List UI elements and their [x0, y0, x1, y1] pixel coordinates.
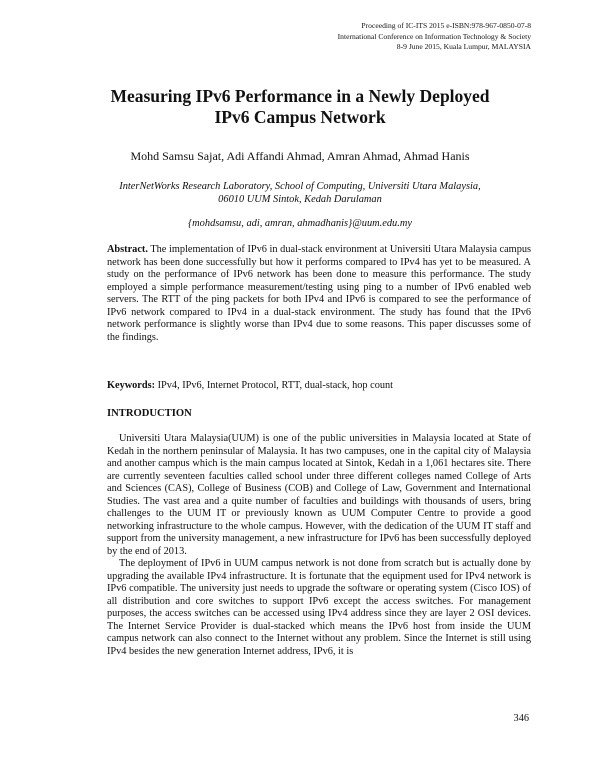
authors: Mohd Samsu Sajat, Adi Affandi Ahmad, Amran Ahmad, Ahmad Hanis: [130, 149, 470, 163]
affiliation-line-2: 06010 UUM Sintok, Kedah Darulaman: [218, 194, 382, 205]
section-heading-introduction: INTRODUCTION: [107, 408, 192, 419]
header-line-1: Proceeding of IC-ITS 2015 e-ISBN:978-967-0850-07-8: [361, 21, 531, 30]
affiliation: [110, 180, 490, 206]
header-line-3: 8-9 June 2015, Kuala Lumpur, MALAYSIA: [396, 42, 531, 51]
proceedings-header: [201, 21, 531, 53]
keywords-label: Keywords:: [107, 380, 156, 391]
header-line-2: International Conference on Information Technology & Society: [337, 31, 531, 41]
title-line-1: Measuring IPv6 Performance in a Newly Deployed: [110, 86, 490, 106]
author-emails: {mohdsamsu, adi, amran, ahmadhanis}@uum.edu.my: [188, 218, 412, 229]
paragraph: Universiti Utara Malaysia(UUM) is one of the public universities in Malaysia located at State of Kedah in the northern peninsular of Malaysia. It has two campuses, one in the capital city of Malaysia and another campus which is the main campus located at Sintok, Kedah in a 1,061 hectares site. There are currently seventeen faculties called school under three different colleges named College of Arts and Sciences (CAS), College of Business (COB) and College of Law, Government and International Studies. The vast area and a quite number of faculties and buildings with thousands of users, bring challenges to the UUM IT or previously known as UUM Computer Centre to provide a good networking infrastructure to the whole campus. However, with the dedication of the UUM IT staff and support from the university management, a new infrastructure for IPv6 has been successfully deployed by the end of 2013.: [107, 433, 531, 557]
affiliation-line-1: InterNetWorks Research Laboratory, School of Computing, Universiti Utara Malaysia,: [119, 181, 481, 192]
paragraph: The deployment of IPv6 in UUM campus network is not done from scratch but is actually done by upgrading the available IPv4 infrastructure. It is fortunate that the equipment used for IPv4 network is IPv6 compatible. The university just needs to upgrade the software or operating system (Cisco IOS) of all distribution and core switches to support IPv6 except the access switches. For management purposes, the access switches can be accessed using IPv4 address since they are layer 2 OSI devices. The Internet Service Provider is dual-stacked which means the IPv6 host from inside the UUM campus network can also connect to the Internet without any problem. Since the Internet is still using IPv4 besides the new generation Internet address, IPv6, it is: [107, 558, 531, 657]
abstract: [107, 244, 531, 344]
keywords: [107, 380, 531, 391]
abstract-label: Abstract.: [107, 244, 148, 255]
keywords-text: IPv4, IPv6, Internet Protocol, RTT, dual-stack, hop count: [157, 380, 394, 391]
paper-title: [60, 86, 540, 128]
page-number: 346: [513, 713, 529, 724]
introduction-body: [107, 433, 531, 658]
title-line-2: IPv6 Campus Network: [214, 107, 386, 127]
abstract-text: The implementation of IPv6 in dual-stack environment at Universiti Utara Malaysia campus network has been done successfully but how it performs compared to IPv4 has yet to be measured. A study on the performance of IPv6 network has been done to measure this performance. The study employed a simple performance measurement/testing using ping to a number of IPv6 enabled web servers. The RTT of the ping packets for both IPv4 and IPv6 is compared to see the performance of IPv6 network compared to IPv4 in a dual-stack environment. The study has found that the IPv6 network performance is slightly worse than IPv4 due to some reasons. This paper discusses some of the findings.: [107, 244, 531, 343]
